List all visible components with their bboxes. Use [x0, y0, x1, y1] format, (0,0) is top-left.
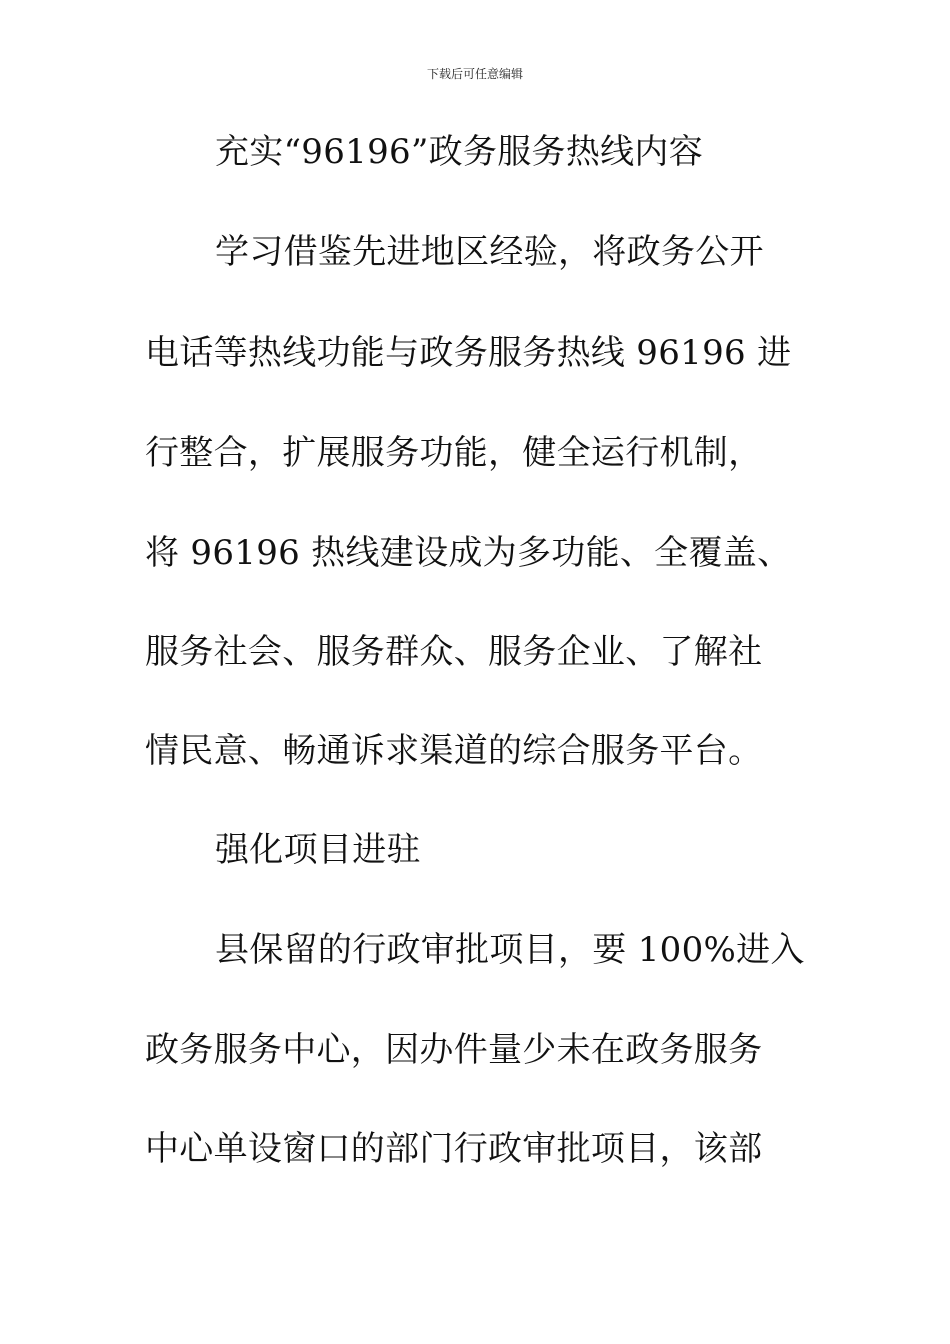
paragraph-line: 服务社会、服务群众、服务企业、了解社	[145, 632, 763, 672]
section-heading: 充实“96196”政务服务热线内容	[215, 132, 704, 172]
paragraph-line: 电话等热线功能与政务服务热线 96196 进	[145, 333, 792, 373]
paragraph-line: 将 96196 热线建设成为多功能、全覆盖、	[145, 533, 792, 573]
paragraph-line: 学习借鉴先进地区经验，将政务公开	[215, 232, 764, 272]
paragraph-line: 政务服务中心，因办件量少未在政务服务	[145, 1030, 763, 1070]
paragraph-line: 行整合，扩展服务功能，健全运行机制，	[145, 433, 763, 473]
page-header-note: 下载后可任意编辑	[426, 67, 523, 81]
section-heading: 强化项目进驻	[215, 830, 421, 870]
paragraph-line: 情民意、畅通诉求渠道的综合服务平台。	[145, 731, 763, 771]
paragraph-line: 县保留的行政审批项目，要 100%进入	[215, 930, 805, 970]
paragraph-line: 中心单设窗口的部门行政审批项目，该部	[145, 1129, 763, 1169]
